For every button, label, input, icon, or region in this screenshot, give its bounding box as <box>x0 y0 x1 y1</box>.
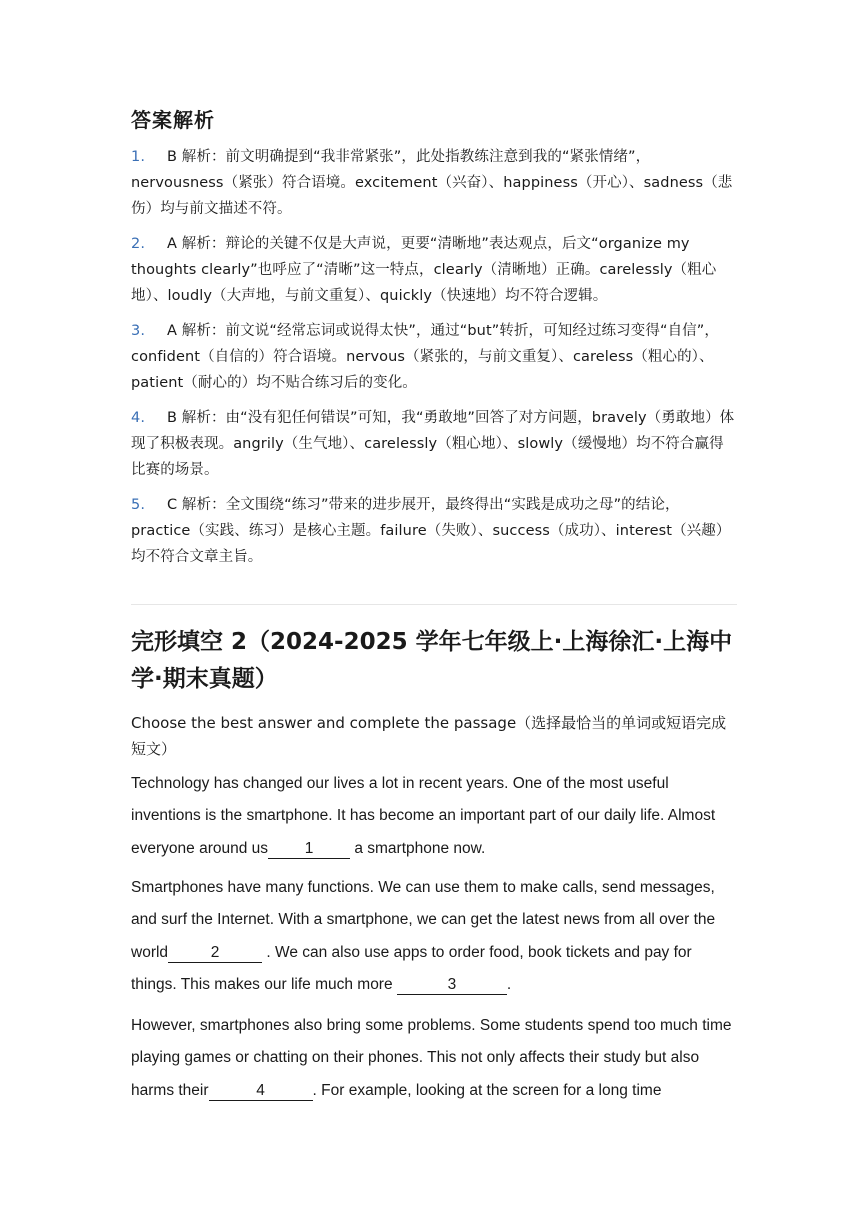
answer-number: 1. <box>131 149 146 165</box>
answer-number: 3. <box>131 323 146 339</box>
answer-number: 5. <box>131 497 146 513</box>
paragraph-text: a smartphone now. <box>350 839 486 857</box>
paragraph-text: Technology has changed our lives a lot in recent years. One of the most useful inventions is the smartphone. It has become an important part of our daily life. Almost everyone around us <box>131 775 716 857</box>
section-title: 完形填空 2（2024-2025 学年七年级上·上海徐汇·上海中学·期末真题） <box>131 629 733 692</box>
paragraph-text: Smartphones have many functions. We can use them to make calls, send messages, and surf the Internet. With a smartphone, we can get the latest news from all over the world <box>131 879 716 961</box>
instruction-text: Choose the best answer and complete the passage（选择最恰当的单词或短语完成短文） <box>131 714 727 758</box>
paragraph-text: However, smartphones also bring some problems. Some students spend too much time playing games or chatting on their phones. This not only affects their study but also harms their <box>131 1017 732 1099</box>
paragraph-text: . <box>506 975 512 993</box>
answer-number: 2. <box>131 236 146 252</box>
answer-item-5 <box>131 492 737 570</box>
answer-number: 4. <box>131 410 146 426</box>
answer-item-2 <box>131 231 737 309</box>
blank-4: 4 <box>209 1082 313 1101</box>
answer-text: C 解析：全文围绕“练习”带来的进步展开，最终得出“实践是成功之母”的结论，practice（实践、练习）是核心主题。failure（失败）、success（成功）、interest（兴趣）均不符合文章主旨。 <box>131 497 731 565</box>
answer-heading: 答案解析 <box>131 108 215 132</box>
answer-text: B 解析：由“没有犯任何错误”可知，我“勇敢地”回答了对方问题，bravely（勇敢地）体现了积极表现。angrily（生气地）、carelessly（粗心地）、slowly（缓慢地）均不符合赢得比赛的场景。 <box>131 410 735 478</box>
section-divider <box>131 604 737 605</box>
passage-paragraph-1 <box>131 768 737 865</box>
answer-item-4 <box>131 405 737 483</box>
answer-text: A 解析：前文说“经常忘词或说得太快”，通过“but”转折，可知经过练习变得“自信”，confident（自信的）符合语境。nervous（紧张的，与前文重复）、careless（粗心的）、patient（耐心的）均不贴合练习后的变化。 <box>131 323 719 391</box>
paragraph-text: . For example, looking at the screen for a long time <box>312 1081 662 1099</box>
answer-text: A 解析：辩论的关键不仅是大声说，更要“清晰地”表达观点，后文“organize my thoughts clearly”也呼应了“清晰”这一特点，clearly（清晰地）正确。carelessly（粗心地）、loudly（大声地，与前文重复）、quickly（快速地）均不符合逻辑。 <box>131 236 717 304</box>
blank-3: 3 <box>397 976 507 995</box>
paragraph-text: . We can also use apps to order food, book tickets and pay for things. This makes our life much more <box>131 943 692 993</box>
blank-2: 2 <box>168 944 262 963</box>
passage-paragraph-3 <box>131 1010 737 1107</box>
passage-paragraph-2 <box>131 872 737 1001</box>
answer-item-3 <box>131 318 737 396</box>
blank-1: 1 <box>268 840 350 859</box>
answer-item-1 <box>131 144 737 222</box>
answer-text: B 解析：前文明确提到“我非常紧张”，此处指教练注意到我的“紧张情绪”，nervousness（紧张）符合语境。excitement（兴奋）、happiness（开心）、sadness（悲伤）均与前文描述不符。 <box>131 149 733 217</box>
